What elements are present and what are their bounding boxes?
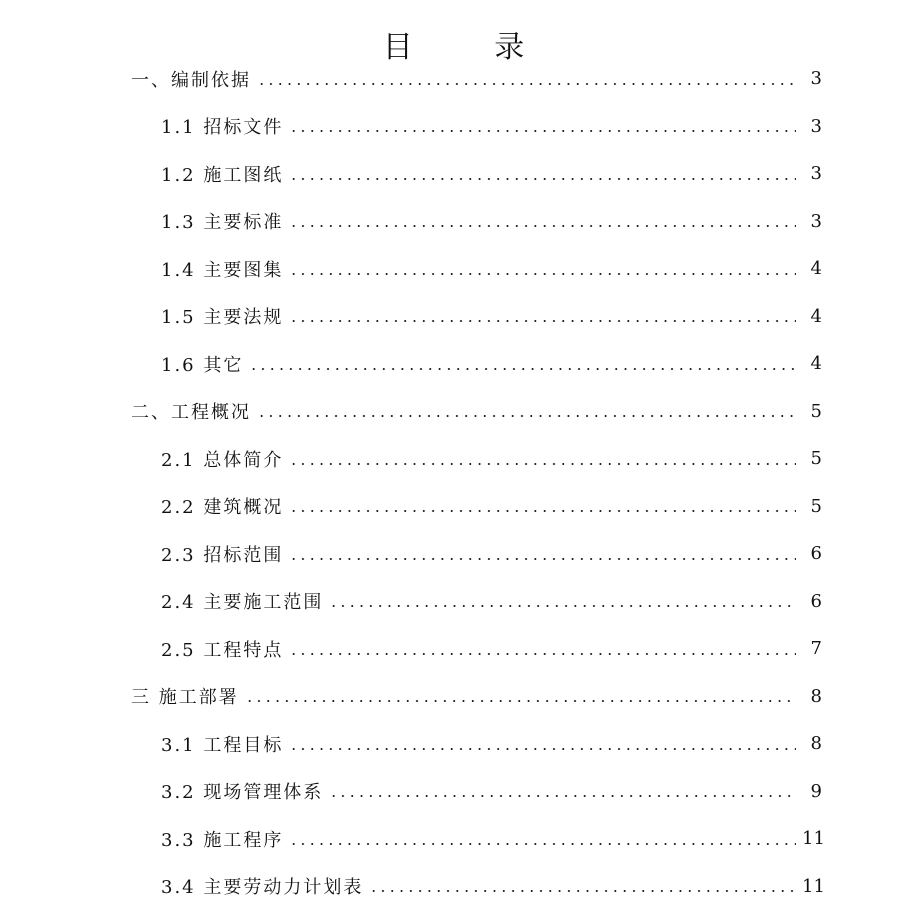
toc-entry-label: 3.4 主要劳动力计划表 xyxy=(161,877,364,899)
toc-entry[interactable] xyxy=(0,198,907,246)
toc-dot-leader xyxy=(289,320,796,322)
toc-dot-leader xyxy=(249,368,796,370)
toc-entry[interactable] xyxy=(0,150,907,198)
toc-dot-leader xyxy=(289,653,796,655)
toc-entry-page: 4 xyxy=(810,353,822,375)
toc-entry-label: 1.4 主要图集 xyxy=(161,259,284,281)
toc-entry[interactable] xyxy=(0,720,907,768)
toc-dot-leader xyxy=(245,700,796,702)
toc-entry-page: 11 xyxy=(802,875,825,897)
toc-dot-leader xyxy=(369,890,796,892)
toc-dot-leader xyxy=(289,558,796,560)
toc-entry-page: 5 xyxy=(810,400,822,422)
toc-dot-leader xyxy=(289,510,796,512)
toc-entry-label: 三 施工部署 xyxy=(131,687,239,709)
toc-entry-label: 2.4 主要施工范围 xyxy=(161,592,324,614)
toc-entry[interactable] xyxy=(0,863,907,911)
toc-entry-page: 3 xyxy=(810,115,822,137)
toc-entry-page: 3 xyxy=(810,210,822,232)
toc-dot-leader xyxy=(289,273,796,275)
toc-dot-leader xyxy=(289,225,796,227)
toc-entry[interactable] xyxy=(0,530,907,578)
toc-entry[interactable] xyxy=(0,340,907,388)
toc-entry[interactable] xyxy=(0,245,907,293)
toc-entry[interactable] xyxy=(0,578,907,626)
toc-entry-label: 3.3 施工程序 xyxy=(161,829,284,851)
toc-dot-leader xyxy=(289,748,796,750)
toc-entry-page: 7 xyxy=(810,638,822,660)
toc-entry-page: 4 xyxy=(810,258,822,280)
toc-entry[interactable] xyxy=(0,768,907,816)
toc-entry-label: 1.6 其它 xyxy=(161,354,244,376)
toc-dot-leader xyxy=(257,83,796,85)
toc-entry[interactable] xyxy=(0,388,907,436)
toc-entry[interactable] xyxy=(0,55,907,103)
toc-entry-label: 3.2 现场管理体系 xyxy=(161,782,324,804)
page-title: 目 录 xyxy=(382,30,561,66)
toc-entry-page: 5 xyxy=(810,448,822,470)
toc-entry[interactable] xyxy=(0,815,907,863)
toc-entry-page: 6 xyxy=(810,543,822,565)
toc-dot-leader xyxy=(289,843,796,845)
toc-entry-page: 6 xyxy=(810,590,822,612)
toc-entry-label: 1.5 主要法规 xyxy=(161,307,284,329)
toc-dot-leader xyxy=(289,463,796,465)
toc-dot-leader xyxy=(289,178,796,180)
toc-entry-page: 3 xyxy=(810,68,822,90)
toc-entry-label: 一、编制依据 xyxy=(131,69,251,91)
toc-entry-label: 二、工程概况 xyxy=(131,402,251,424)
toc-entry-label: 2.2 建筑概况 xyxy=(161,497,284,519)
toc-entry-label: 2.3 招标范围 xyxy=(161,544,284,566)
table-of-contents xyxy=(0,55,907,910)
toc-entry-label: 1.1 招标文件 xyxy=(161,117,284,139)
toc-entry[interactable] xyxy=(0,435,907,483)
toc-entry-page: 5 xyxy=(810,495,822,517)
toc-entry-page: 8 xyxy=(810,685,822,707)
toc-dot-leader xyxy=(289,130,796,132)
toc-dot-leader xyxy=(257,415,796,417)
toc-dot-leader xyxy=(329,605,796,607)
toc-dot-leader xyxy=(329,795,796,797)
toc-entry[interactable] xyxy=(0,103,907,151)
toc-entry-label: 2.1 总体简介 xyxy=(161,449,284,471)
toc-entry-label: 1.2 施工图纸 xyxy=(161,164,284,186)
toc-entry-label: 3.1 工程目标 xyxy=(161,734,284,756)
toc-entry-page: 3 xyxy=(810,163,822,185)
toc-entry-label: 2.5 工程特点 xyxy=(161,639,284,661)
toc-entry[interactable] xyxy=(0,293,907,341)
toc-entry[interactable] xyxy=(0,483,907,531)
toc-entry-page: 9 xyxy=(810,780,822,802)
toc-entry-label: 1.3 主要标准 xyxy=(161,212,284,234)
toc-entry-page: 11 xyxy=(802,828,825,850)
toc-entry-page: 4 xyxy=(810,305,822,327)
toc-entry[interactable] xyxy=(0,625,907,673)
toc-entry[interactable] xyxy=(0,673,907,721)
toc-entry-page: 8 xyxy=(810,733,822,755)
